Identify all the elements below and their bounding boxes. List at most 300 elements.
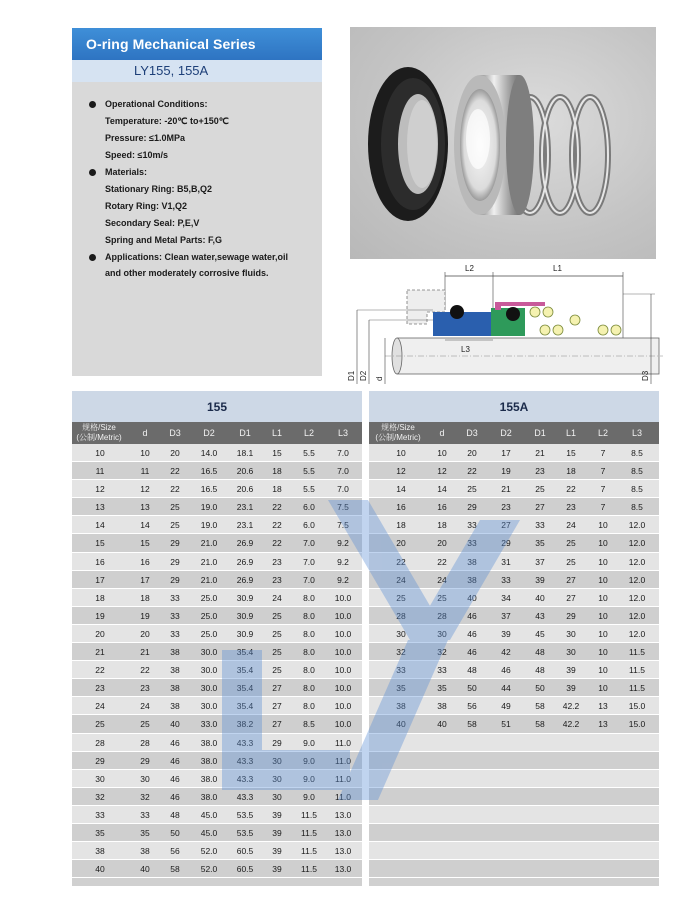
table-cell: 7.0 <box>303 556 315 567</box>
mechanical-seal-illustration <box>350 27 656 259</box>
table-cell: 43 <box>535 610 545 621</box>
table-cell: 19 <box>95 610 105 621</box>
table-cell: 30.0 <box>200 701 218 712</box>
table-row <box>369 770 659 788</box>
table-cell: 50 <box>467 683 477 694</box>
table-cell: 38 <box>437 701 447 712</box>
table-cell: 30 <box>566 628 576 639</box>
table-cell: 16 <box>437 502 447 513</box>
table-cell: 7 <box>600 484 606 495</box>
table-cell: 26.9 <box>236 574 254 585</box>
table-cell: 35.4 <box>236 701 254 712</box>
table-cell: 28 <box>396 610 406 621</box>
table-cell: 19.0 <box>200 520 218 531</box>
table-cell: 18 <box>437 520 447 531</box>
table-155a <box>369 391 659 886</box>
table-cell: 22 <box>396 556 406 567</box>
col-header-l1: L1 <box>271 428 282 438</box>
table-cell: 27 <box>272 701 282 712</box>
table-cell: 21 <box>501 484 511 495</box>
table-cell: 20 <box>170 448 180 458</box>
table-cell: 8.0 <box>303 610 315 621</box>
table-cell: 12.0 <box>628 574 646 585</box>
table-cell: 40 <box>140 864 150 875</box>
table-cell: 7.0 <box>337 466 349 477</box>
table-cell: 25 <box>535 484 545 495</box>
table-row <box>72 806 362 824</box>
table-cell: 13.0 <box>334 864 352 875</box>
table-row <box>369 679 659 697</box>
table-cell: 16 <box>140 556 150 567</box>
pressure-spec: Pressure: ≤1.0MPa <box>105 133 185 143</box>
table-cell: 38.0 <box>200 737 218 748</box>
table-cell: 11.5 <box>301 846 317 857</box>
table-cell: 45.0 <box>200 827 218 838</box>
table-cell: 58 <box>535 719 545 730</box>
table-cell: 49 <box>501 701 511 712</box>
table-cell: 42.2 <box>562 719 580 730</box>
table-cell: 14 <box>396 484 406 495</box>
table-cell: 10 <box>95 448 105 458</box>
table-cell: 39 <box>272 864 282 875</box>
table-cell: 11.5 <box>629 665 645 676</box>
table-row <box>72 788 362 806</box>
table-cell: 13.0 <box>334 827 352 838</box>
table-cell: 25 <box>566 538 576 549</box>
size-header <box>371 423 425 443</box>
table-cell: 35.4 <box>236 647 254 658</box>
table-cell: 16.5 <box>200 466 218 477</box>
table-cell: 46 <box>170 755 180 766</box>
table-cell: 7.5 <box>337 502 349 513</box>
table-cell: 23 <box>566 502 576 513</box>
table-cell: 27 <box>272 719 282 730</box>
table-cell: 8.5 <box>303 719 315 730</box>
table-155a-title: 155A <box>369 391 659 422</box>
table-cell: 30 <box>566 647 576 658</box>
table-cell: 40 <box>95 864 105 875</box>
table-cell: 18 <box>396 520 406 531</box>
table-cell: 30 <box>396 628 406 639</box>
table-cell: 56 <box>170 846 180 857</box>
table-155-title: 155 <box>72 391 362 422</box>
table-cell: 32 <box>437 647 447 658</box>
l3-label: L3 <box>461 345 470 354</box>
table-row <box>369 553 659 571</box>
table-cell: 38.2 <box>236 719 254 730</box>
table-cell: 30 <box>437 628 447 639</box>
table-155 <box>72 391 362 886</box>
table-cell: 23 <box>501 502 511 513</box>
table-cell: 13 <box>140 502 150 513</box>
table-cell: 40 <box>170 719 180 730</box>
table-cell: 34 <box>501 592 511 603</box>
table-cell: 25 <box>396 592 406 603</box>
table-cell: 30.0 <box>200 665 218 676</box>
table-cell: 25 <box>140 719 150 730</box>
spring-metal-spec: Spring and Metal Parts: F,G <box>105 235 223 245</box>
table-cell: 38.0 <box>200 773 218 784</box>
col-header-d3: D3 <box>466 428 478 438</box>
col-header-d: d <box>439 428 445 438</box>
table-cell: 30.9 <box>236 628 254 639</box>
table-cell: 38 <box>170 683 180 694</box>
spec-panel <box>72 82 322 376</box>
table-row <box>369 571 659 589</box>
table-cell: 21 <box>535 448 545 458</box>
table-cell: 21.0 <box>200 574 218 585</box>
table-cell: 17 <box>140 574 150 585</box>
table-cell: 20 <box>437 538 447 549</box>
table-cell: 10 <box>396 448 406 458</box>
table-row <box>72 462 362 480</box>
table-cell: 25 <box>272 665 282 676</box>
table-cell: 58 <box>467 719 477 730</box>
table-cell: 25 <box>272 628 282 639</box>
table-cell: 10 <box>598 683 608 694</box>
table-cell: 10.0 <box>334 647 352 658</box>
table-cell: 9.2 <box>337 538 349 549</box>
table-cell: 7.0 <box>337 484 349 495</box>
model-number: LY155, 155A <box>72 60 322 82</box>
table-row <box>369 824 659 842</box>
table-cell: 33 <box>95 809 105 820</box>
table-cell: 21 <box>95 647 105 658</box>
table-cell: 15 <box>140 538 150 549</box>
table-cell: 22 <box>170 484 180 495</box>
table-cell: 7 <box>600 448 606 458</box>
col-header-d2: D2 <box>203 428 215 438</box>
table-row <box>72 734 362 752</box>
table-cell: 33 <box>437 665 447 676</box>
table-row <box>72 534 362 552</box>
table-cell: 19.0 <box>200 502 218 513</box>
table-row <box>72 679 362 697</box>
table-cell: 25.0 <box>200 610 218 621</box>
applications-line-2: and other moderately corrosive fluids. <box>105 268 269 278</box>
table-cell: 24 <box>437 574 447 585</box>
table-cell: 12.0 <box>628 520 646 531</box>
bullet-icon <box>89 101 96 108</box>
table-row <box>72 697 362 715</box>
table-cell: 10 <box>598 574 608 585</box>
table-cell: 12 <box>396 466 406 477</box>
bullet-icon <box>89 169 96 176</box>
table-cell: 8.5 <box>631 448 643 458</box>
table-cell: 29 <box>566 610 576 621</box>
table-cell: 46 <box>170 773 180 784</box>
table-cell: 7.0 <box>337 448 349 458</box>
table-cell: 23 <box>272 556 282 567</box>
table-cell: 28 <box>437 610 447 621</box>
table-cell: 37 <box>501 610 511 621</box>
table-row <box>369 516 659 534</box>
table-cell: 27 <box>501 520 511 531</box>
table-cell: 13 <box>598 701 608 712</box>
table-cell: 21.0 <box>200 556 218 567</box>
table-cell: 38 <box>95 846 105 857</box>
table-cell: 18 <box>95 592 105 603</box>
table-cell: 39 <box>566 683 576 694</box>
table-cell: 18 <box>566 466 576 477</box>
table-cell: 48 <box>535 665 545 676</box>
table-cell: 7 <box>600 502 606 513</box>
table-row <box>369 589 659 607</box>
table-row <box>72 625 362 643</box>
table-cell: 20.6 <box>236 466 254 477</box>
table-cell: 22 <box>170 466 180 477</box>
table-cell: 20 <box>140 628 150 639</box>
table-row <box>369 860 659 878</box>
table-cell: 13.0 <box>334 846 352 857</box>
table-row <box>369 607 659 625</box>
table-cell: 13 <box>598 719 608 730</box>
table-cell: 35 <box>95 827 105 838</box>
table-cell: 28 <box>95 737 105 748</box>
table-cell: 20.6 <box>236 484 254 495</box>
table-155a-body <box>369 444 659 878</box>
table-cell: 48 <box>170 809 180 820</box>
col-header-d3: D3 <box>169 428 181 438</box>
table-row <box>369 697 659 715</box>
table-cell: 10 <box>598 520 608 531</box>
table-cell: 14.0 <box>200 448 218 458</box>
table-cell: 21 <box>140 647 150 658</box>
table-cell: 38 <box>467 574 477 585</box>
table-row <box>72 715 362 733</box>
table-cell: 9.0 <box>303 755 315 766</box>
table-cell: 51 <box>501 719 511 730</box>
table-cell: 22 <box>272 538 282 549</box>
col-header-l3: L3 <box>337 428 348 438</box>
table-cell: 40 <box>396 719 406 730</box>
table-cell: 29 <box>272 737 282 748</box>
table-cell: 10 <box>437 448 447 458</box>
col-header-d2: D2 <box>500 428 512 438</box>
table-cell: 24 <box>95 701 105 712</box>
d3-label: D3 <box>641 370 650 381</box>
table-cell: 29 <box>467 502 477 513</box>
table-cell: 10 <box>598 628 608 639</box>
table-cell: 25 <box>566 556 576 567</box>
bullet-icon <box>89 254 96 261</box>
table-cell: 11.0 <box>335 755 351 766</box>
table-cell: 23 <box>140 683 150 694</box>
product-photo <box>350 27 656 259</box>
table-row <box>369 788 659 806</box>
table-cell: 22 <box>272 520 282 531</box>
table-row <box>72 860 362 878</box>
table-cell: 46 <box>467 628 477 639</box>
table-cell: 35 <box>437 683 447 694</box>
table-cell: 52.0 <box>200 846 218 857</box>
table-cell: 14 <box>95 520 105 531</box>
table-cell: 30.0 <box>200 683 218 694</box>
table-cell: 27 <box>566 574 576 585</box>
table-cell: 39 <box>566 665 576 676</box>
stationary-ring-spec: Stationary Ring: B5,B,Q2 <box>105 184 213 194</box>
table-cell: 25 <box>170 502 180 513</box>
table-cell: 25 <box>170 520 180 531</box>
table-cell: 23.1 <box>236 520 254 531</box>
size-header <box>74 423 124 443</box>
table-cell: 7.0 <box>303 538 315 549</box>
table-row <box>72 607 362 625</box>
col-header-d: d <box>142 428 148 438</box>
table-cell: 10 <box>598 556 608 567</box>
table-cell: 20 <box>95 628 105 639</box>
table-cell: 25 <box>272 647 282 658</box>
table-row <box>72 498 362 516</box>
table-cell: 20 <box>396 538 406 549</box>
d2-label: D2 <box>359 370 368 381</box>
table-cell: 10 <box>140 448 150 458</box>
table-cell: 11.0 <box>335 773 351 784</box>
table-cell: 53.5 <box>236 809 254 820</box>
table-cell: 29 <box>501 538 511 549</box>
table-cell: 43.3 <box>236 791 254 802</box>
table-cell: 19 <box>140 610 150 621</box>
speed-spec: Speed: ≤10m/s <box>105 150 168 160</box>
table-cell: 30.0 <box>200 647 218 658</box>
table-cell: 10.0 <box>334 610 352 621</box>
table-cell: 18.1 <box>236 448 254 458</box>
table-row <box>369 480 659 498</box>
table-cell: 10.0 <box>334 665 352 676</box>
rotary-ring-spec: Rotary Ring: V1,Q2 <box>105 201 188 211</box>
table-row <box>72 824 362 842</box>
table-row <box>72 643 362 661</box>
table-cell: 8.5 <box>631 502 643 513</box>
table-cell: 12.0 <box>628 556 646 567</box>
table-cell: 13.0 <box>334 809 352 820</box>
table-cell: 11 <box>95 466 105 477</box>
table-cell: 11.5 <box>301 809 317 820</box>
d1-label: D1 <box>347 370 356 381</box>
table-cell: 27 <box>566 592 576 603</box>
table-cell: 5.5 <box>303 466 315 477</box>
col-header-l2: L2 <box>597 428 608 438</box>
table-cell: 30.9 <box>236 592 254 603</box>
table-cell: 29 <box>170 538 180 549</box>
table-cell: 10.0 <box>334 592 352 603</box>
table-row <box>72 571 362 589</box>
table-cell: 38 <box>140 846 150 857</box>
table-cell: 25 <box>437 592 447 603</box>
table-cell: 25.0 <box>200 628 218 639</box>
table-cell: 16 <box>95 556 105 567</box>
table-cell: 11.5 <box>301 827 317 838</box>
table-cell: 29 <box>95 755 105 766</box>
table-cell: 16.5 <box>200 484 218 495</box>
table-cell: 38 <box>170 647 180 658</box>
table-cell: 11.5 <box>301 864 317 875</box>
table-cell: 6.0 <box>303 502 315 513</box>
table-cell: 48 <box>467 665 477 676</box>
table-cell: 52.0 <box>200 864 218 875</box>
table-row <box>369 842 659 860</box>
table-cell: 39 <box>272 827 282 838</box>
table-cell: 11.5 <box>629 647 645 658</box>
table-cell: 15 <box>566 448 576 458</box>
col-header-d1: D1 <box>239 428 251 438</box>
table-row <box>72 770 362 788</box>
table-cell: 24 <box>396 574 406 585</box>
table-cell: 24 <box>566 520 576 531</box>
table-cell: 33 <box>467 520 477 531</box>
table-cell: 16 <box>396 502 406 513</box>
table-row <box>72 842 362 860</box>
table-cell: 35.4 <box>236 683 254 694</box>
table-cell: 27 <box>272 683 282 694</box>
table-cell: 11 <box>140 466 150 477</box>
table-row <box>72 589 362 607</box>
table-cell: 26.9 <box>236 556 254 567</box>
col-header-l3: L3 <box>631 428 642 438</box>
table-row <box>369 625 659 643</box>
materials-heading: Materials: <box>105 167 148 177</box>
table-cell: 40 <box>467 592 477 603</box>
table-cell: 9.2 <box>337 556 349 567</box>
table-cell: 10.0 <box>334 628 352 639</box>
table-cell: 42.2 <box>562 701 580 712</box>
table-cell: 39 <box>272 809 282 820</box>
table-cell: 58 <box>535 701 545 712</box>
table-cell: 22 <box>566 484 576 495</box>
table-cell: 60.5 <box>236 846 254 857</box>
table-cell: 12.0 <box>628 538 646 549</box>
table-cell: 50 <box>535 683 545 694</box>
table-row <box>72 553 362 571</box>
col-header-l1: L1 <box>565 428 576 438</box>
table-cell: 33 <box>170 628 180 639</box>
table-cell: 7.0 <box>303 574 315 585</box>
table-cell: 33.0 <box>200 719 218 730</box>
table-cell: 35 <box>535 538 545 549</box>
table-cell: 30 <box>272 755 282 766</box>
table-cell: 18 <box>272 484 282 495</box>
table-155-header <box>72 422 362 444</box>
table-cell: 19 <box>501 466 511 477</box>
table-cell: 30 <box>140 773 150 784</box>
table-row <box>72 516 362 534</box>
table-cell: 5.5 <box>303 484 315 495</box>
table-cell: 5.5 <box>303 448 315 458</box>
table-cell: 10 <box>598 610 608 621</box>
table-row <box>369 534 659 552</box>
table-cell: 33 <box>170 610 180 621</box>
table-row <box>72 480 362 498</box>
applications-line-1: Applications: Clean water,sewage water,oil <box>105 252 289 262</box>
size-header-line-2: (公制/Metric) <box>76 433 122 442</box>
col-header-l2: L2 <box>303 428 314 438</box>
table-cell: 32 <box>140 791 150 802</box>
table-cell: 29 <box>170 574 180 585</box>
table-cell: 29 <box>140 755 150 766</box>
table-row <box>369 661 659 679</box>
table-cell: 37 <box>535 556 545 567</box>
table-cell: 9.2 <box>337 574 349 585</box>
table-cell: 30.9 <box>236 610 254 621</box>
table-cell: 50 <box>170 827 180 838</box>
table-cell: 7 <box>600 466 606 477</box>
table-cell: 8.0 <box>303 647 315 658</box>
table-cell: 26.9 <box>236 538 254 549</box>
table-cell: 40 <box>535 592 545 603</box>
table-cell: 58 <box>170 864 180 875</box>
table-cell: 25 <box>95 719 105 730</box>
table-cell: 14 <box>437 484 447 495</box>
